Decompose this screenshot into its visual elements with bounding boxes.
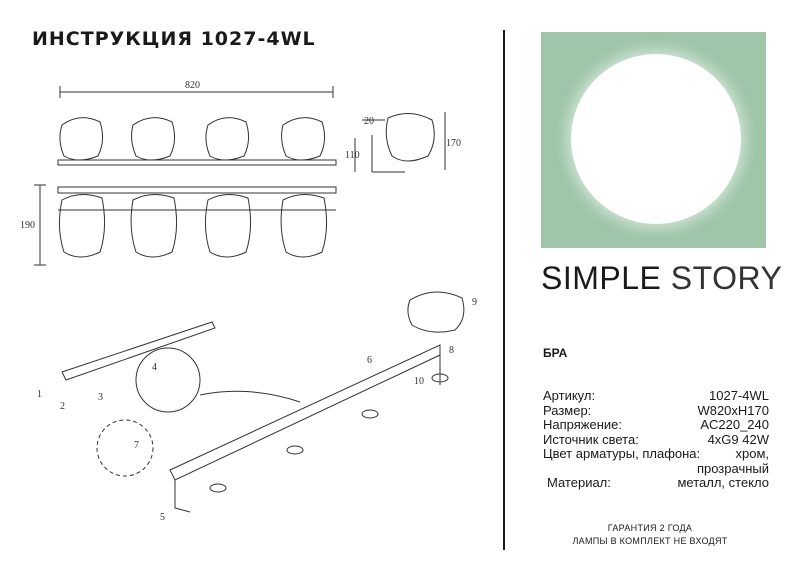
part-2: 2 (60, 401, 65, 412)
part-5: 5 (160, 512, 165, 523)
mounting-plate (62, 322, 215, 380)
white-circle-graphic (571, 54, 741, 224)
brand-image-panel (541, 32, 766, 248)
side-height-label: 170 (446, 138, 461, 149)
spec-row (543, 462, 769, 477)
top-view-bar (58, 187, 336, 193)
part-4: 4 (152, 362, 157, 373)
spec-key: Размер: (543, 402, 592, 418)
spec-value: прозрачный (696, 460, 769, 476)
part-8: 8 (449, 345, 454, 356)
glass-shade-detail (408, 292, 464, 332)
spec-row (543, 433, 769, 448)
fixture-body (170, 345, 440, 480)
spec-value: 1027-4WL (709, 388, 769, 403)
spec-row (543, 476, 769, 491)
part-3: 3 (98, 392, 103, 403)
spec-key: Напряжение: (543, 417, 622, 432)
detail-circle-screw (97, 420, 153, 476)
front-view-shades (60, 118, 325, 160)
page-title: ИНСТРУКЦИЯ 1027-4WL (32, 28, 316, 50)
spec-row (543, 447, 769, 462)
width-label: 820 (185, 80, 200, 91)
front-view-bar (58, 160, 336, 165)
brand-logo (541, 260, 782, 297)
spec-key: Цвет арматуры, плафона: (543, 446, 701, 461)
part-10: 10 (414, 376, 424, 387)
spec-key: Артикул: (543, 388, 596, 403)
spec-key: Источник света: (543, 431, 639, 447)
spec-value: хром, (735, 446, 769, 461)
brand-word-1: SIMPLE (541, 260, 662, 296)
spec-value: металл, стекло (677, 475, 769, 490)
spec-key: Материал: (547, 475, 611, 490)
detail-circle-connection (136, 348, 200, 412)
warranty-note: ГАРАНТИЯ 2 ГОДА (607, 523, 693, 533)
footer-notes (545, 522, 755, 548)
spec-value: 4xG9 42W (707, 431, 769, 447)
part-6: 6 (367, 355, 372, 366)
height-label: 190 (20, 220, 35, 231)
part-7: 7 (134, 440, 139, 451)
spec-row (543, 418, 769, 433)
vertical-divider (503, 30, 505, 550)
bracket-label: 110 (345, 150, 360, 161)
spec-row (543, 389, 769, 404)
top-view-shades (59, 194, 326, 257)
exploded-assembly (62, 292, 464, 512)
depth-label: 20 (364, 116, 374, 127)
product-type: БРА (543, 346, 568, 360)
spec-value: AC220_240 (700, 417, 769, 432)
part-1: 1 (37, 389, 42, 400)
spec-value: W820xH170 (697, 402, 769, 418)
spec-list (543, 389, 769, 491)
brand-word-2: STORY (670, 260, 783, 296)
spec-row (543, 404, 769, 419)
part-9: 9 (472, 297, 477, 308)
lamps-note: ЛАМПЫ В КОМПЛЕКТ НЕ ВХОДЯТ (572, 536, 728, 546)
